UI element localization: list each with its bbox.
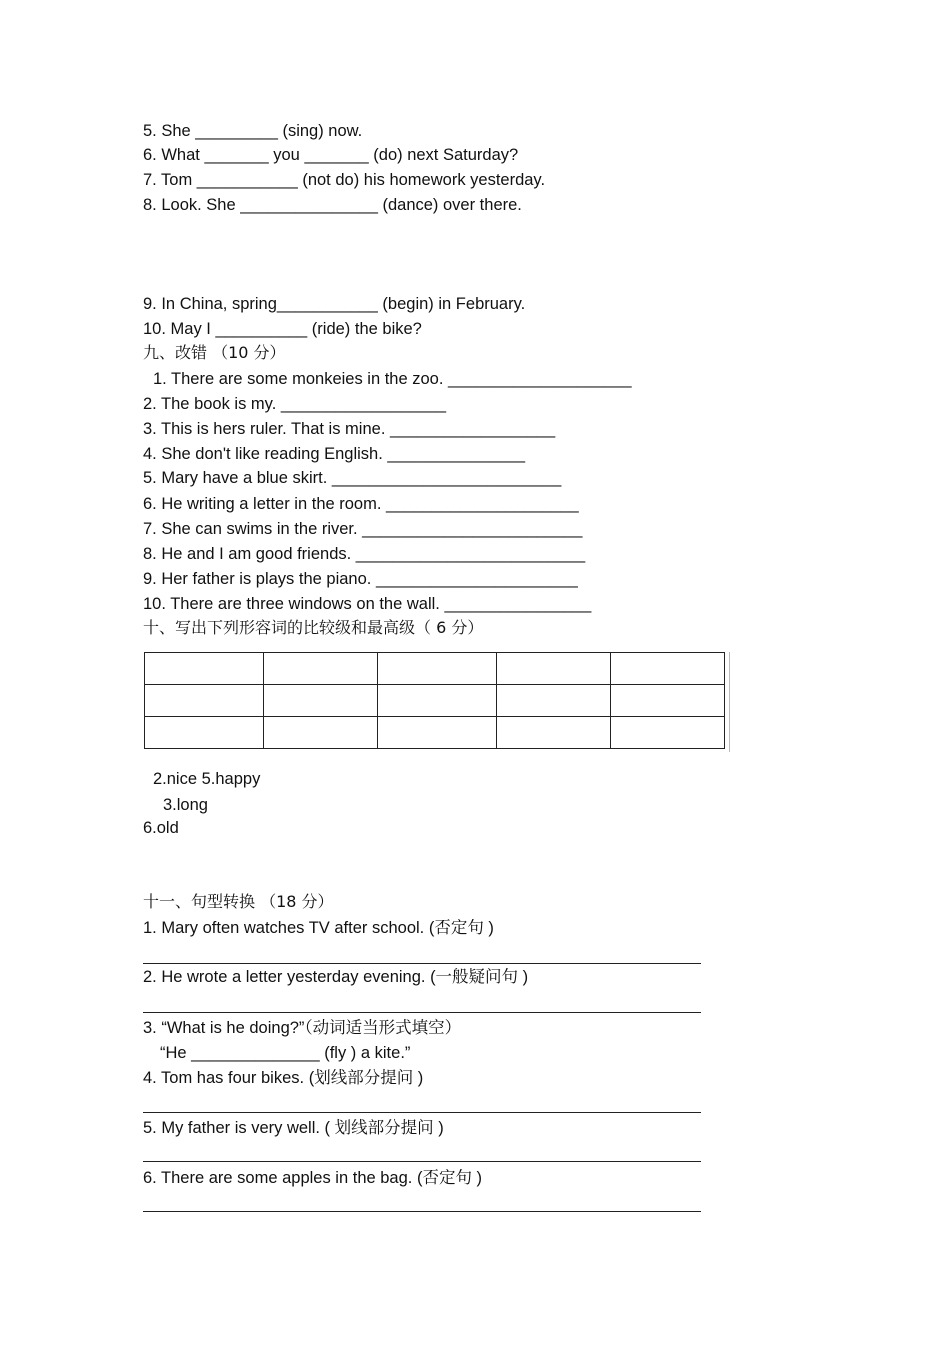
exercise-line: 10. There are three windows on the wall. ________________ xyxy=(143,595,592,613)
answer-cell[interactable] xyxy=(145,653,264,685)
exercise-line: 7. Tom ___________ (not do) his homework yesterday. xyxy=(143,171,546,189)
table-row xyxy=(145,653,725,685)
answer-line[interactable] xyxy=(143,1112,701,1113)
answer-line[interactable] xyxy=(143,963,701,964)
exercise-line: 5. She _________ (sing) now. xyxy=(143,122,363,140)
exercise-line: 8. Look. She _______________ (dance) over there. xyxy=(143,196,522,214)
answer-cell[interactable] xyxy=(264,685,378,717)
answer-cell[interactable] xyxy=(378,717,497,749)
section-heading: 十一、句型转换 （18 分） xyxy=(143,892,334,911)
exercise-line: 6. He writing a letter in the room. _____________________ xyxy=(143,495,579,513)
answer-cell[interactable] xyxy=(497,653,611,685)
answer-cell[interactable] xyxy=(145,685,264,717)
answer-cell[interactable] xyxy=(497,717,611,749)
section-heading: 九、改错 （10 分） xyxy=(143,343,286,362)
answer-cell[interactable] xyxy=(378,653,497,685)
exercise-line: 6. What _______ you _______ (do) next Saturday? xyxy=(143,146,519,164)
answer-cell[interactable] xyxy=(611,685,725,717)
exercise-line: 2. The book is my. __________________ xyxy=(143,395,447,413)
word-item: 3.long xyxy=(163,796,208,814)
answer-cell[interactable] xyxy=(378,685,497,717)
section-heading: 十、写出下列形容词的比较级和最高级（ 6 分） xyxy=(143,618,484,637)
answer-grid xyxy=(144,652,725,749)
answer-cell[interactable] xyxy=(497,685,611,717)
table-row xyxy=(145,685,725,717)
exercise-line: 1. There are some monkeies in the zoo. ____________________ xyxy=(153,370,632,388)
word-item: 6.old xyxy=(143,819,179,837)
word-item: 2.nice 5.happy xyxy=(153,770,261,788)
exercise-line: 2. He wrote a letter yesterday evening. (一般疑问句 ) xyxy=(143,968,529,986)
exercise-line: 1. Mary often watches TV after school. (否定句 ) xyxy=(143,919,494,937)
exercise-line: 6. There are some apples in the bag. (否定句 ) xyxy=(143,1169,483,1187)
answer-line[interactable] xyxy=(143,1012,701,1013)
table-row xyxy=(145,717,725,749)
answer-cell[interactable] xyxy=(264,717,378,749)
exercise-line: 3. “What is he doing?”（动词适当形式填空） xyxy=(143,1019,462,1037)
answer-cell[interactable] xyxy=(145,717,264,749)
exercise-line: 9. Her father is plays the piano. ______________________ xyxy=(143,570,578,588)
exercise-line: 7. She can swims in the river. ________________________ xyxy=(143,520,583,538)
exercise-line: 5. Mary have a blue skirt. _________________________ xyxy=(143,469,562,487)
answer-cell[interactable] xyxy=(611,717,725,749)
answer-cell[interactable] xyxy=(611,653,725,685)
answer-cell[interactable] xyxy=(264,653,378,685)
exercise-line: 3. This is hers ruler. That is mine. __________________ xyxy=(143,420,556,438)
exercise-line: 9. In China, spring___________ (begin) in February. xyxy=(143,295,526,313)
exercise-line: 4. She don't like reading English. _______________ xyxy=(143,445,526,463)
exercise-line: 4. Tom has four bikes. (划线部分提问 ) xyxy=(143,1069,424,1087)
exercise-line: 10. May I __________ (ride) the bike? xyxy=(143,320,422,338)
table-edge xyxy=(729,652,730,752)
exercise-line: “He ______________ (fly ) a kite.” xyxy=(160,1044,411,1062)
answer-line[interactable] xyxy=(143,1161,701,1162)
answer-line[interactable] xyxy=(143,1211,701,1212)
exercise-line: 5. My father is very well. ( 划线部分提问 ) xyxy=(143,1119,444,1137)
exercise-line: 8. He and I am good friends. _________________________ xyxy=(143,545,586,563)
